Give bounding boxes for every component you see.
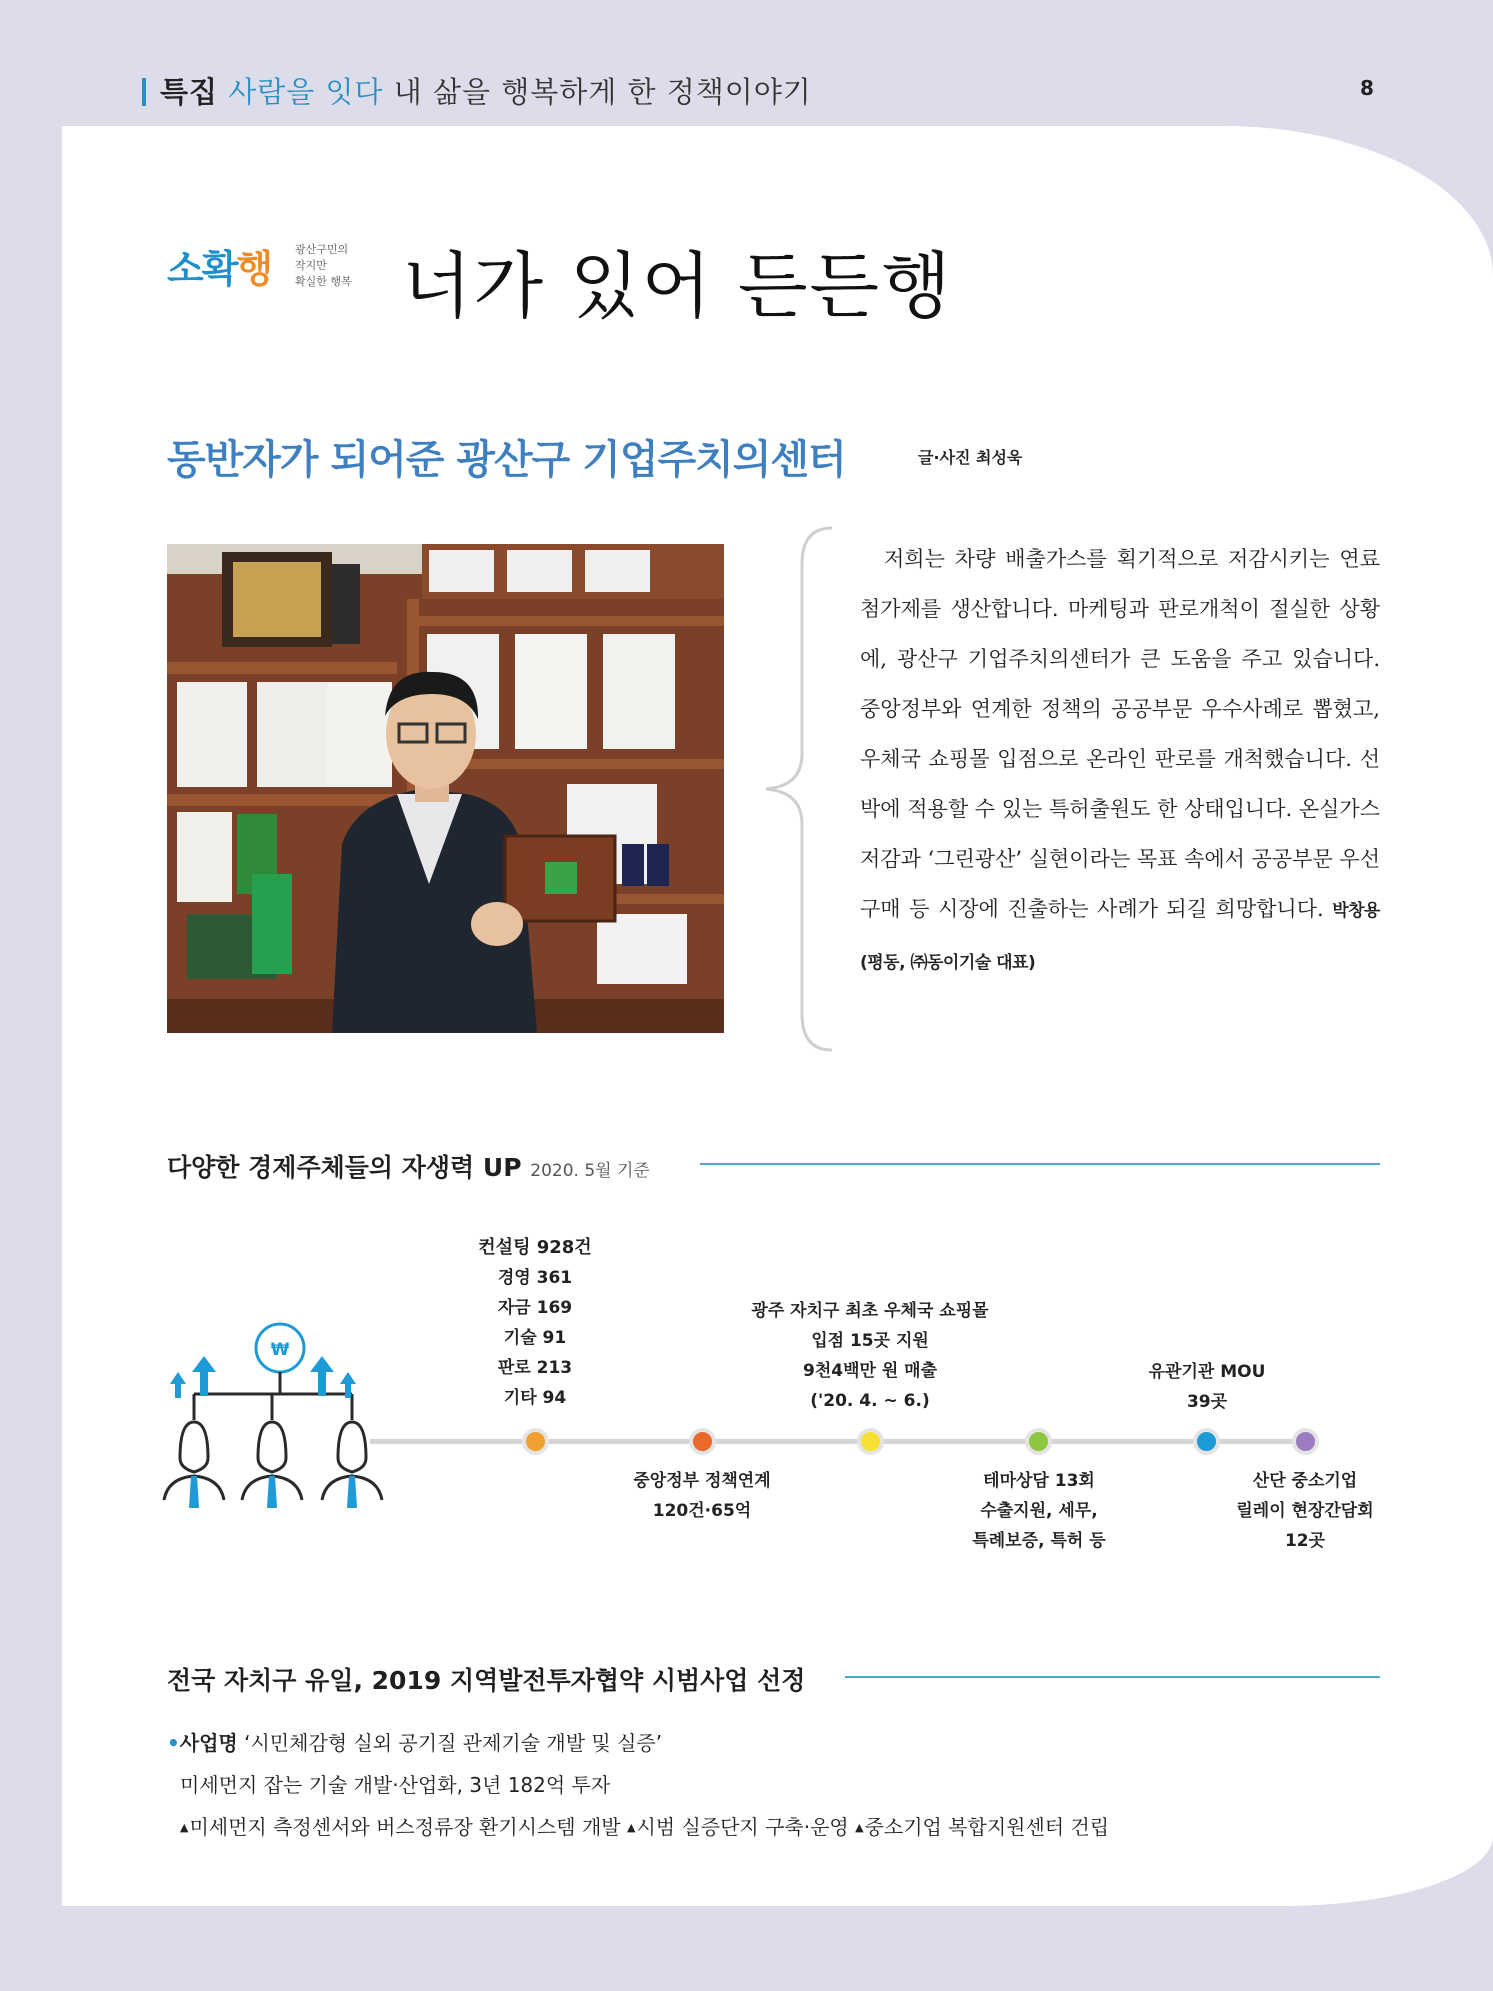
triangle-icon: ▲ xyxy=(626,1821,636,1834)
svg-text:₩: ₩ xyxy=(270,1340,290,1360)
timeline-dot-central-gov xyxy=(689,1428,716,1455)
interview-quote xyxy=(860,534,1380,988)
timeline-item-central-gov: 중앙정부 정책연계 120건·65억 xyxy=(633,1471,771,1521)
timeline-track xyxy=(370,1439,1310,1444)
quote-citation: 박창용(평동, ㈜동이기술 대표) xyxy=(860,901,1380,973)
sohwakhaeng-logo xyxy=(167,238,377,302)
timeline-dot-industrial-complex xyxy=(1292,1428,1319,1455)
timeline-dot-theme-consult xyxy=(1025,1428,1052,1455)
section-divider-economy xyxy=(700,1163,1380,1165)
header-label: 특집 xyxy=(160,75,219,109)
triangle-icon: ▲ xyxy=(855,1821,864,1834)
timeline-item-consulting: 컨설팅 928건 경영 361 자금 169 기술 91 판로 213 기타 94 xyxy=(478,1237,592,1408)
timeline-dot-mou xyxy=(1193,1428,1220,1455)
timeline-item-post-mall: 광주 자치구 최초 우체국 쇼핑몰 입점 15곳 지원 9천4백만 원 매출 ('20. 4. ~ 6.) xyxy=(751,1301,989,1411)
office-photo-illustration xyxy=(167,544,724,1033)
timeline-dot-post-mall xyxy=(857,1428,884,1455)
section-divider-investment xyxy=(845,1676,1380,1678)
project-summary-line: 미세먼지 잡는 기술 개발·산업화, 3년 182억 투자 xyxy=(180,1773,611,1797)
timeline-dot-consulting xyxy=(522,1428,549,1455)
header-bar xyxy=(142,78,146,106)
page-number: 8 xyxy=(1360,76,1374,100)
page-header xyxy=(142,70,812,111)
project-name-line: •사업명 ‘시민체감형 실외 공기질 관제기술 개발 및 실증’ xyxy=(167,1731,663,1755)
header-rest: 내 삶을 행복하게 한 정책이야기 xyxy=(393,75,812,109)
interview-photo xyxy=(167,544,724,1033)
logo-wordmark: 소확행 xyxy=(167,247,272,291)
page-title: 너가 있어 든든행 xyxy=(402,244,953,328)
economic-actors-icon xyxy=(162,1316,397,1510)
timeline-item-mou: 유관기관 MOU 39곳 xyxy=(1148,1362,1266,1412)
article-byline: 글·사진 최성욱 xyxy=(918,448,1023,467)
project-sub-items: ▲미세먼지 측정센서와 버스정류장 환기시스템 개발 ▲시범 실증단지 구축·운영 ▲중소기업 복합지원센터 건립 xyxy=(180,1815,1110,1839)
header-theme: 사람을 잇다 xyxy=(228,75,384,109)
section-note: 2020. 5월 기준 xyxy=(530,1161,650,1181)
section-title-investment: 전국 자치구 유일, 2019 지역발전투자협약 시범사업 선정 xyxy=(167,1666,806,1695)
timeline-item-theme-consult: 테마상담 13회 수출지원, 세무, 특례보증, 특허 등 xyxy=(972,1471,1106,1551)
quote-brace xyxy=(760,524,840,1054)
section-title-economy: 다양한 경제주체들의 자생력 UP 2020. 5월 기준 xyxy=(167,1153,650,1182)
triangle-icon: ▲ xyxy=(180,1821,189,1834)
article-subtitle: 동반자가 되어준 광산구 기업주치의센터 xyxy=(167,437,846,483)
timeline-item-industrial-complex: 산단 중소기업 릴레이 현장간담회 12곳 xyxy=(1236,1471,1374,1551)
logo-tagline: 광산구민의 작지만 확실한 행복 xyxy=(295,243,352,288)
quote-body: 저희는 차량 배출가스를 획기적으로 저감시키는 연료첨가제를 생산합니다. 마케팅과 판로개척이 절실한 상황에, 광산구 기업주치의센터가 큰 도움을 주고 있습니다. 중앙정부와 연계한 정책의 공공부문 우수사례로 뽑혔고, 우체국 쇼핑몰 입점으로 온라인 판로를 개척했습니다. 선박에 적용할 수 있는 특허출원도 한 상태입니다. 온실가스 저감과 ‘그린광산’ 실현이라는 목표 속에서 공공부문 우선구매 등 시장에 진출하는 사례가 되길 희망합니다. xyxy=(860,547,1380,921)
